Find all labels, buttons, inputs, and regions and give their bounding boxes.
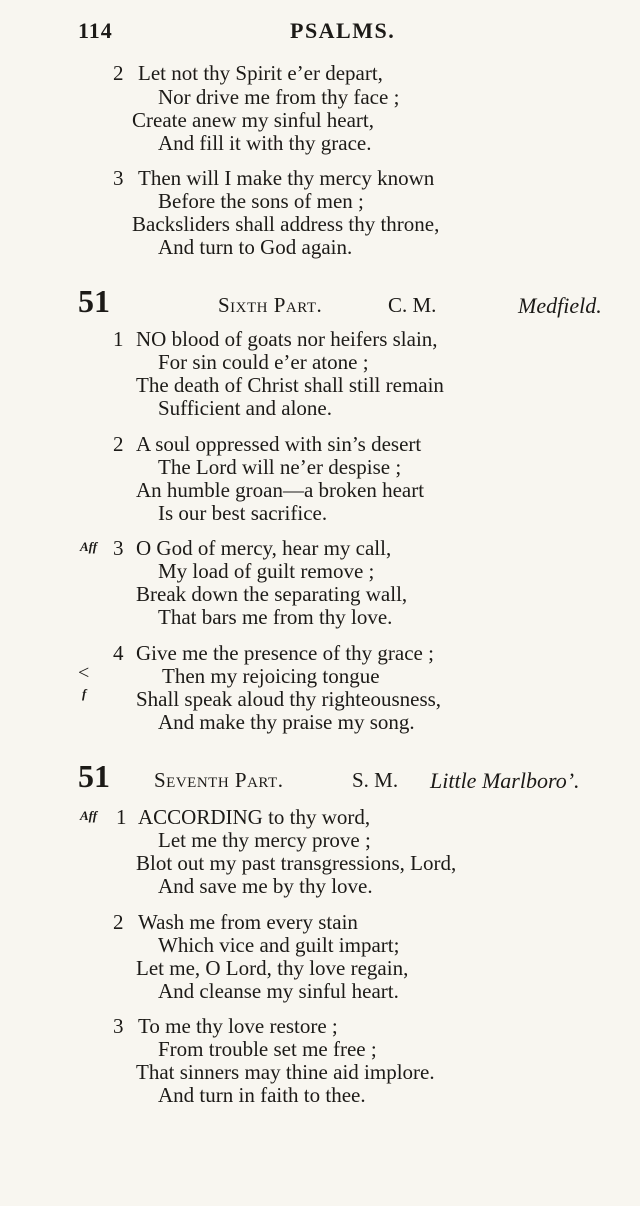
stanza-number: 4 (113, 641, 124, 665)
verse-line: O God of mercy, hear my call, (136, 536, 392, 560)
page-header (78, 18, 614, 46)
verse-line: Sufficient and alone. (158, 396, 332, 420)
running-head: PSALMS. (290, 18, 396, 43)
verse-line: NO blood of goats nor heifers slain, (136, 327, 438, 351)
stanza-number: 3 (113, 1014, 124, 1038)
verse-line: The Lord will ne’er despise ; (158, 455, 402, 479)
verse-line: A soul oppressed with sin’s desert (136, 432, 422, 456)
verse-line: And fill it with thy grace. (158, 131, 372, 155)
verse-line: Nor drive me from thy face ; (158, 85, 400, 109)
verse-line: Let me, O Lord, thy love regain, (136, 956, 409, 980)
verse-line: Blot out my past transgressions, Lord, (136, 851, 457, 875)
stanza-number: 2 (113, 910, 124, 934)
verse-line: Wash me from every stain (138, 910, 358, 934)
stanza-number: 1 (113, 327, 124, 351)
verse-line: Then my rejoicing tongue (162, 664, 380, 688)
verse-line: An humble groan—a broken heart (136, 478, 425, 502)
section-header (78, 283, 618, 323)
page-number: 114 (78, 18, 113, 43)
verse-line: ACCORDING to thy word, (138, 805, 371, 829)
verse-line: Shall speak aloud thy righteousness, (136, 687, 442, 711)
verse-line: To me thy love restore ; (138, 1014, 338, 1038)
part-title: Sixth Part. (218, 293, 323, 317)
verse-line: Break down the separating wall, (136, 582, 408, 606)
verse-line: Before the sons of men ; (158, 189, 364, 213)
section-header (78, 758, 618, 798)
verse-line: From trouble set me free ; (158, 1037, 377, 1061)
forte-mark: f (82, 686, 87, 701)
stanza-number: 2 (113, 432, 124, 456)
stanza-number: 3 (113, 166, 124, 190)
verse-line: Let me thy mercy prove ; (158, 828, 371, 852)
stanza-number: 2 (113, 61, 124, 85)
verse-line: Backsliders shall address thy throne, (132, 212, 440, 236)
meter: C. M. (388, 293, 437, 317)
tune-name: Little Marlboro’. (430, 768, 580, 793)
verse-line: Give me the presence of thy grace ; (136, 641, 434, 665)
stanza-number: 1 (116, 805, 127, 829)
psalm-number: 51 (78, 283, 110, 319)
verse-line: Then will I make thy mercy known (138, 166, 435, 190)
verse-line: Is our best sacrifice. (158, 501, 328, 525)
verse-line: The death of Christ shall still remain (136, 373, 444, 397)
tune-name: Medfield. (518, 293, 602, 318)
verse-line: And turn in faith to thee. (158, 1083, 366, 1107)
psalm-number: 51 (78, 758, 110, 794)
verse-line: For sin could e’er atone ; (158, 350, 369, 374)
verse-line: And make thy praise my song. (158, 710, 415, 734)
verse-line: And cleanse my sinful heart. (158, 979, 399, 1003)
meter: S. M. (352, 768, 399, 792)
performance-mark: Aff (80, 808, 98, 823)
verse-line: And turn to God again. (158, 235, 353, 259)
verse-line: That sinners may thine aid implore. (136, 1060, 435, 1084)
verse-line: Which vice and guilt impart; (158, 933, 400, 957)
stanza-number: 3 (113, 536, 124, 560)
verse-line: My load of guilt remove ; (158, 559, 375, 583)
crescendo-mark: < (78, 662, 90, 684)
verse-line: And save me by thy love. (158, 874, 373, 898)
verse-line: Create anew my sinful heart, (132, 108, 374, 132)
part-title: Seventh Part. (154, 768, 284, 792)
verse-line: That bars me from thy love. (158, 605, 393, 629)
verse-line: Let not thy Spirit e’er depart, (138, 61, 383, 85)
performance-mark: Aff (80, 539, 98, 554)
